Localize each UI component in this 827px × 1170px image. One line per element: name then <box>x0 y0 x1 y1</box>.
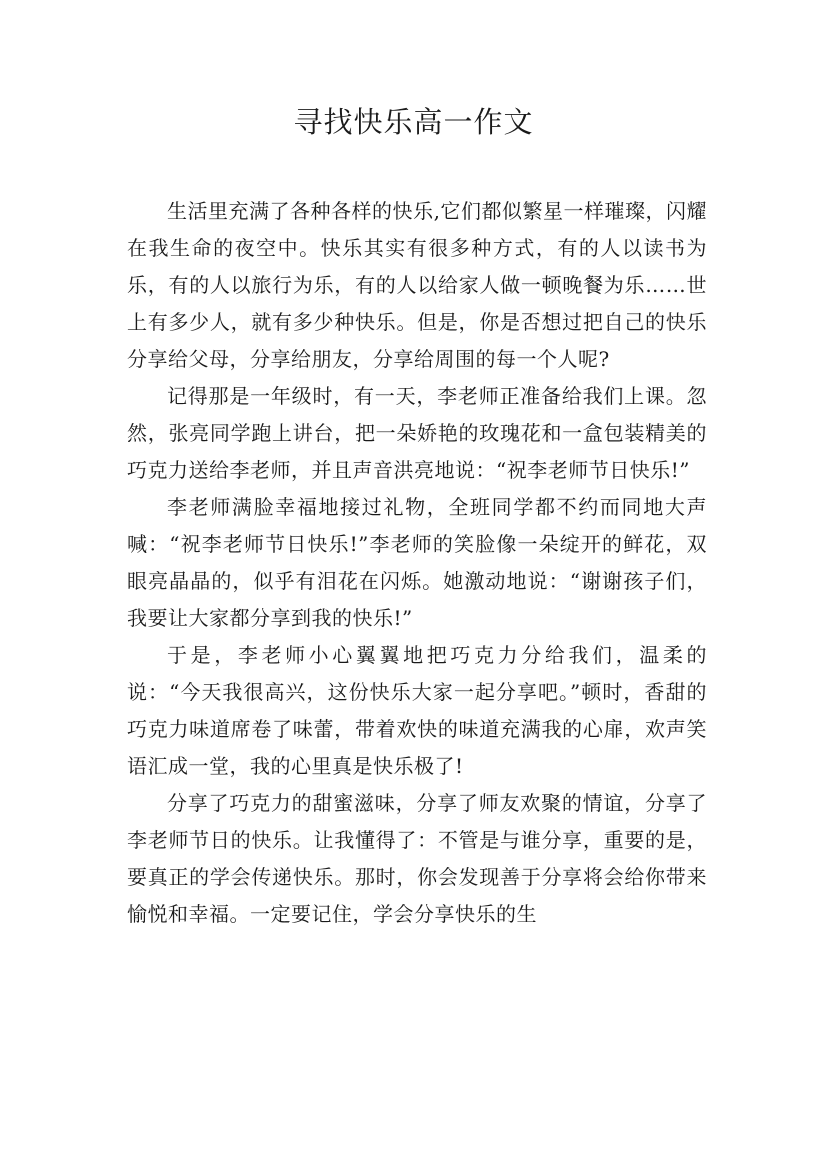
document-body <box>127 193 707 933</box>
paragraph-2: 记得那是一年级时，有一天，李老师正准备给我们上课。忽然，张亮同学跑上讲台，把一朵娇艳的玫瑰花和一盒包装精美的巧克力送给李老师，并且声音洪亮地说：“祝李老师节日快乐!” <box>127 384 707 482</box>
document-title: 寻找快乐高一作文 <box>293 105 534 139</box>
paragraph-5: 分享了巧克力的甜蜜滋味，分享了师友欢聚的情谊，分享了李老师节日的快乐。让我懂得了：不管是与谁分享，重要的是，要真正的学会传递快乐。那时，你会发现善于分享将会给你带来愉悦和幸福。一定要记住，学会分享快乐的生 <box>127 791 707 926</box>
paragraph-4: 于是，李老师小心翼翼地把巧克力分给我们，温柔的说：“今天我很高兴，这份快乐大家一起分享吧。”顿时，香甜的巧克力味道席卷了味蕾，带着欢快的味道充满我的心扉，欢声笑语汇成一堂，我的心里真是快乐极了! <box>127 643 707 778</box>
paragraph-3: 李老师满脸幸福地接过礼物，全班同学都不约而同地大声喊：“祝李老师节日快乐!”李老师的笑脸像一朵绽开的鲜花，双眼亮晶晶的，似乎有泪花在闪烁。她激动地说：“谢谢孩子们，我要让大家都分享到我的快乐!” <box>127 495 707 630</box>
paragraph-1: 生活里充满了各种各样的快乐,它们都似繁星一样璀璨，闪耀在我生命的夜空中。快乐其实有很多种方式，有的人以读书为乐，有的人以旅行为乐，有的人以给家人做一顿晚餐为乐……世上有多少人，就有多少种快乐。但是，你是否想过把自己的快乐分享给父母，分享给朋友，分享给周围的每一个人呢? <box>127 199 707 371</box>
